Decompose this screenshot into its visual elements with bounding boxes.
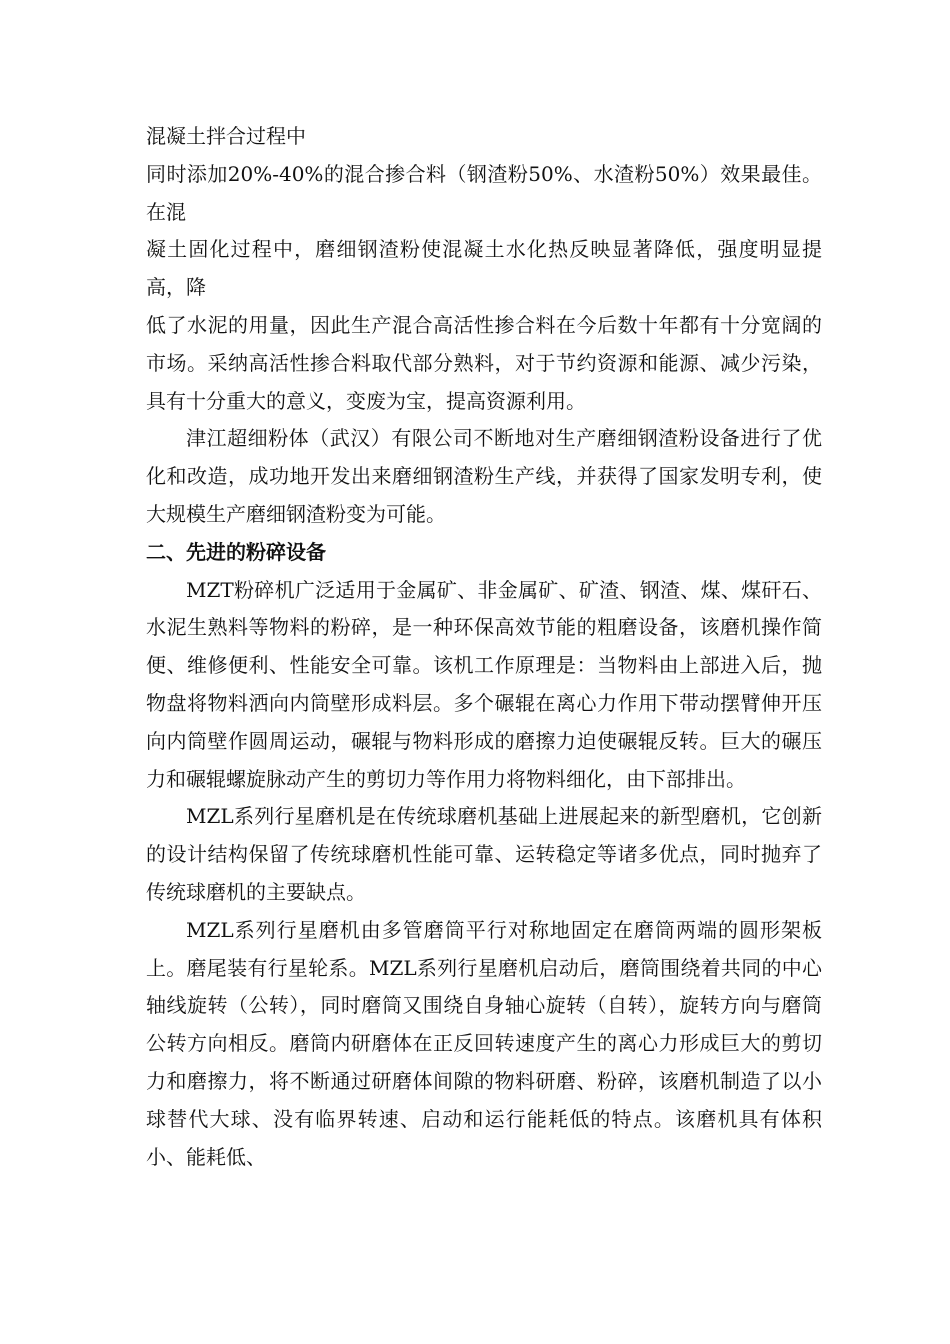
paragraph-continuation-1: 混凝土拌合过程中 [146,124,306,148]
document-body [146,118,822,1176]
paragraph-continuation-3: 凝土固化过程中，磨细钢渣粉使混凝土水化热反映显著降低，强度明显提高，降 [146,237,822,300]
paragraph-mzl-intro: MZL系列行星磨机是在传统球磨机基础上进展起来的新型磨机，它创新的设计结构保留了传统球磨机性能可靠、运转稳定等诸多优点，同时抛弃了传统球磨机的主要缺点。 [146,804,822,904]
section-heading: 二、先进的粉碎设备 [146,539,326,564]
paragraph-continuation-2: 同时添加20%-40%的混合掺合料（钢渣粉50%、水渣粉50%）效果最佳。在混 [146,161,822,224]
paragraph-mzl-detail: MZL系列行星磨机由多管磨筒平行对称地固定在磨筒两端的圆形架板上。磨尾装有行星轮系。MZL系列行星磨机启动后，磨筒围绕着共同的中心轴线旋转（公转），同时磨筒又围绕自身轴心旋转（自转），旋转方向与磨筒公转方向相反。磨筒内研磨体在正反回转速度产生的离心力形成巨大的剪切力和磨擦力，将不断通过研磨体间隙的物料研磨、粉碎，该磨机制造了以小球替代大球、没有临界转速、启动和运行能耗低的特点。该磨机具有体积小、能耗低、 [146,917,822,1169]
paragraph-mzt: MZT粉碎机广泛适用于金属矿、非金属矿、矿渣、钢渣、煤、煤矸石、水泥生熟料等物料的粉碎，是一种环保高效节能的粗磨设备，该磨机操作简便、维修便利、性能安全可靠。该机工作原理是：当物料由上部进入后，抛物盘将物料洒向内筒壁形成料层。多个碾辊在离心力作用下带动摆臂伸开压向内筒壁作圆周运动，碾辊与物料形成的磨擦力迫使碾辊反转。巨大的碾压力和碾辊螺旋脉动产生的剪切力等作用力将物料细化，由下部排出。 [146,577,822,791]
paragraph-continuation-4: 低了水泥的用量，因此生产混合高活性掺合料在今后数十年都有十分宽阔的市场。采纳高活性掺合料取代部分熟料，对于节约资源和能源、减少污染，具有十分重大的意义，变废为宝，提高资源利用。 [146,312,822,413]
paragraph-company: 津江超细粉体（武汉）有限公司不断地对生产磨细钢渣粉设备进行了优化和改造，成功地开发出来磨细钢渣粉生产线，并获得了国家发明专利，使大规模生产磨细钢渣粉变为可能。 [146,426,822,526]
